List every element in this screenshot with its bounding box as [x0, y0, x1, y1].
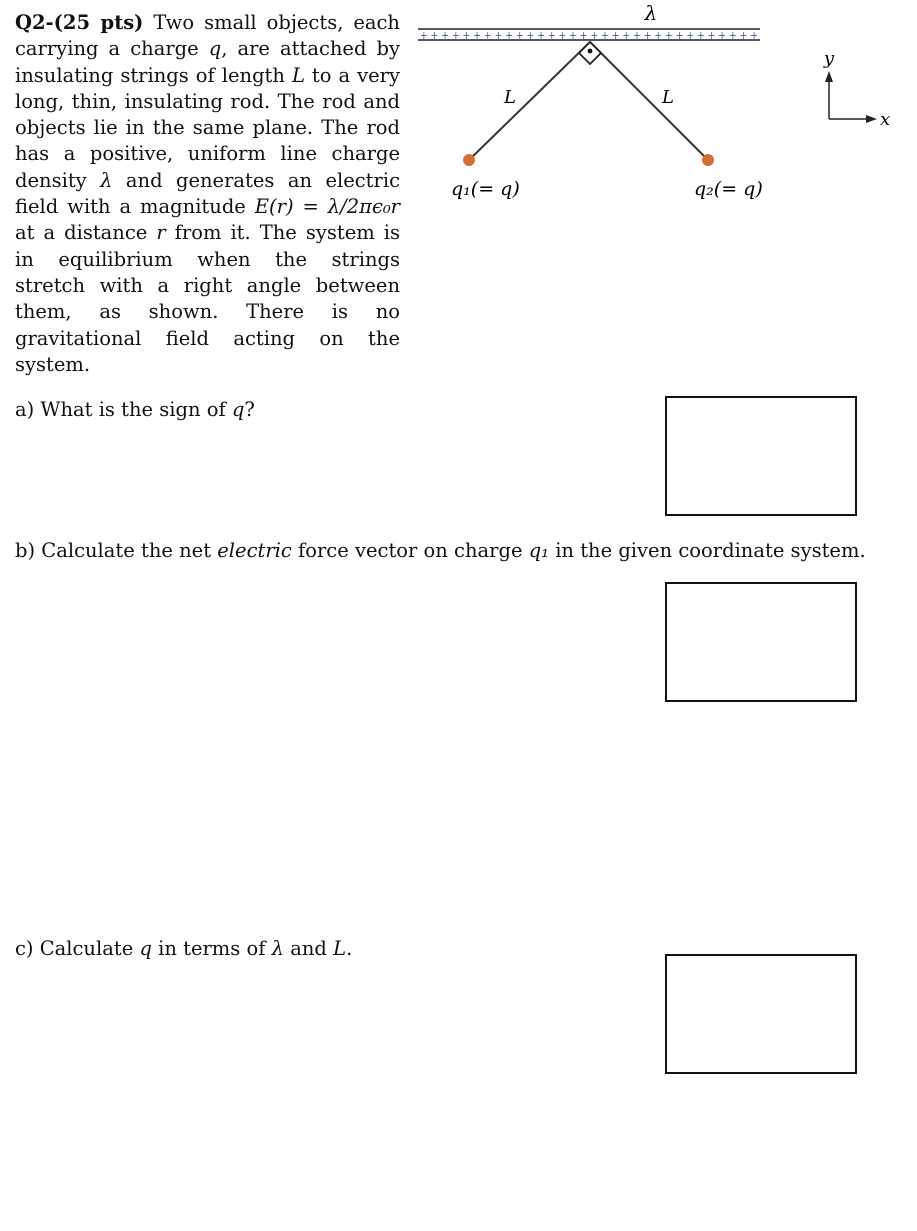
statement-text-2: , are attached by insulating strings of length — [15, 37, 400, 87]
right-angle-dot — [588, 49, 593, 54]
answer-box-c[interactable] — [665, 954, 857, 1074]
part-c-question — [15, 936, 352, 962]
string-left — [469, 42, 590, 160]
question-number: Q2-(25 pts) — [15, 11, 144, 34]
part-a-question — [15, 397, 255, 423]
part-b-var-q1: q₁ — [528, 539, 549, 562]
charge-q1 — [463, 154, 475, 166]
statement-text-5: at a distance — [15, 221, 157, 245]
answer-box-b[interactable] — [665, 582, 857, 702]
statement-text-3: to a very long, thin, insulating rod. The rod and objects lie in the same plane. The rod has a positive, uniform line charge density — [15, 63, 400, 192]
axis-y-arrowhead — [825, 71, 833, 82]
statement-text-1: Two small objects, each carrying a charge — [15, 11, 400, 61]
physics-diagram — [410, 0, 910, 215]
part-c-suffix: . — [346, 937, 353, 960]
part-b-middle: force vector on charge — [291, 539, 529, 562]
part-b-electric: electric — [217, 539, 292, 562]
part-c-var-lambda: λ — [271, 937, 285, 960]
axis-y-label: y — [823, 48, 835, 69]
charge-q2-label: q₂(= q) — [694, 178, 763, 200]
var-r: r — [156, 221, 166, 245]
var-q: q — [208, 37, 222, 61]
part-b-question — [15, 538, 866, 564]
string-right — [590, 42, 708, 160]
part-a-var-q: q — [231, 398, 245, 421]
statement-text-6: from it. The system is in equilibrium when the strings stretch with a right angle between them, as shown. There is no gravitational field acting on the system. — [15, 221, 400, 376]
problem-statement — [15, 10, 400, 378]
charge-q2 — [702, 154, 714, 166]
part-c-var-L: L — [333, 937, 347, 960]
part-c-and: and — [284, 937, 334, 960]
var-lambda: λ — [100, 168, 113, 192]
part-c-var-q: q — [139, 937, 152, 960]
axis-x-arrowhead — [866, 115, 877, 123]
string-left-label: L — [504, 87, 516, 108]
field-expression: E(r) = λ/2πϵ₀r — [254, 195, 400, 219]
axis-x-label: x — [880, 109, 891, 130]
part-c-middle: in terms of — [151, 937, 272, 960]
rod-plus-signs: + + + + + + + + + + + + + + + + + + + + + + + + + + + + + + + + — [420, 29, 758, 42]
string-right-label: L — [662, 87, 674, 108]
charge-q1-label: q₁(= q) — [451, 178, 520, 200]
part-b-suffix: in the given coordinate system. — [549, 539, 866, 562]
part-a-suffix: ? — [244, 398, 255, 421]
var-L: L — [291, 63, 305, 87]
part-c-text: c) Calculate — [15, 937, 140, 960]
part-b-text: b) Calculate the net — [15, 539, 218, 562]
statement-text-4: and generates an electric field with a magnitude — [15, 168, 400, 219]
rod-charge-label: λ — [644, 1, 658, 25]
answer-box-a[interactable] — [665, 396, 857, 516]
part-a-text: a) What is the sign of — [15, 398, 232, 421]
